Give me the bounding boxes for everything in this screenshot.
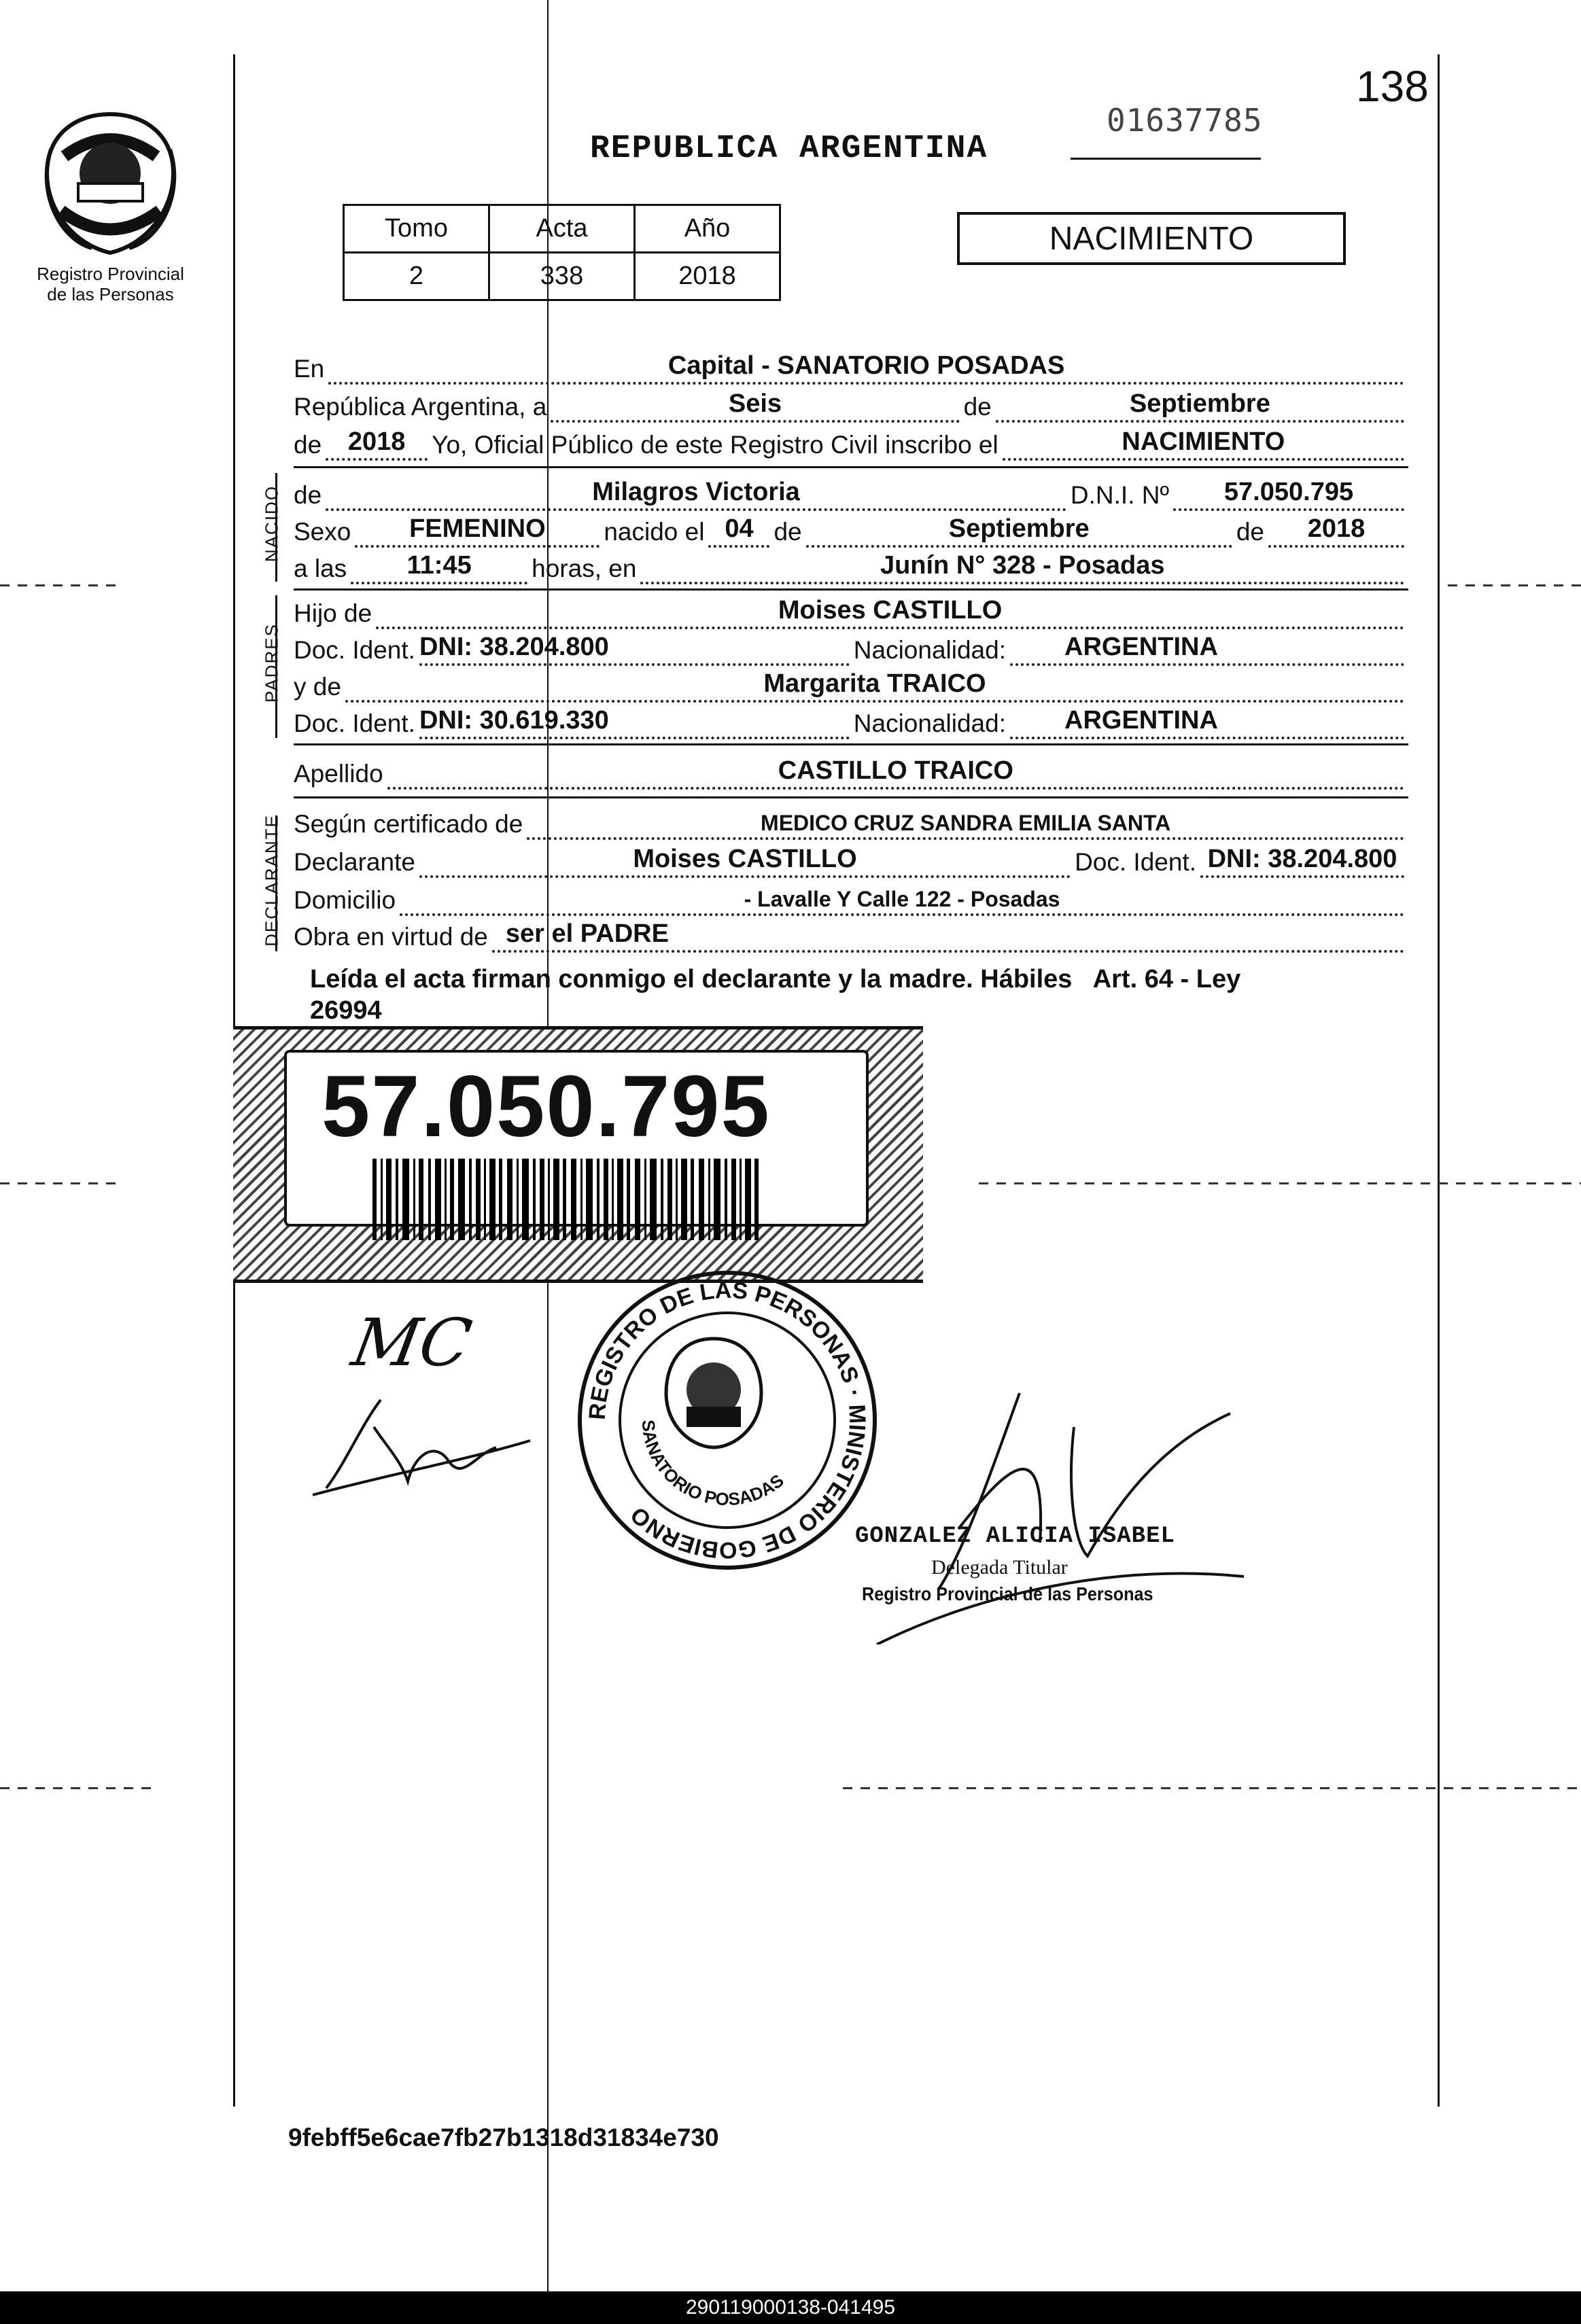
month-value: Septiembre [1129, 389, 1270, 418]
hijo-label: Hijo de [294, 599, 372, 627]
obra-label: Obra en virtud de [294, 923, 488, 951]
mother-nat-label: Nacionalidad: [853, 709, 1006, 737]
year-value: 2018 [347, 427, 406, 456]
page-number: 138 [1356, 62, 1429, 111]
declarant-signature-icon [306, 1386, 537, 1502]
cert-value: MEDICO CRUZ SANDRA EMILIA SANTA [761, 811, 1171, 835]
row-sexo [294, 510, 1408, 548]
nacido-el-label: nacido el [604, 518, 705, 546]
document-hash: 9febff5e6cae7fb27b1318d31834e730 [288, 2124, 719, 2151]
shield-emblem-icon [37, 109, 184, 258]
barcode-number: 57.050.795 [322, 1058, 771, 1155]
official-signature-icon [870, 1386, 1251, 1644]
oficial-text: Yo, Oficial Público de este Registro Civil inscribo el [432, 431, 998, 459]
child-name: Milagros Victoria [592, 478, 800, 506]
nacido-de-label-3: de [1236, 518, 1264, 546]
barcode-icon [372, 1159, 760, 1240]
table-header-acta: Acta [489, 205, 635, 253]
dom-value: - Lavalle Y Calle 122 - Posadas [744, 887, 1060, 911]
table-header-tomo: Tomo [344, 205, 489, 253]
divider-2 [294, 588, 1408, 591]
mother-doc: DNI: 30.619.330 [419, 706, 609, 735]
inscribe-value: NACIMIENTO [1122, 427, 1285, 456]
nacido-side-label: NACIDO [261, 485, 282, 563]
nacido-de-label: de [294, 481, 322, 509]
birth-time: 11:45 [406, 551, 472, 580]
divider-1 [294, 466, 1408, 468]
dom-label: Domicilio [294, 886, 396, 914]
barcode-sticker [233, 1026, 923, 1283]
birth-day: 04 [725, 514, 754, 543]
country-heading: REPUBLICA ARGENTINA [590, 130, 988, 167]
fold-mark-left-3 [0, 1787, 156, 1789]
row-apellido [294, 752, 1408, 790]
logo-caption-line2: de las Personas [47, 284, 174, 304]
father-nat-label: Nacionalidad: [853, 636, 1006, 664]
table-value-ano: 2018 [635, 253, 780, 300]
father-name: Moises CASTILLO [778, 596, 1003, 624]
row-hijo [294, 591, 1408, 629]
father-doc-label: Doc. Ident. [294, 636, 415, 664]
en-value: Capital - SANATORIO POSADAS [667, 351, 1065, 380]
divider-3 [294, 743, 1408, 745]
logo-caption-line1: Registro Provincial [37, 264, 184, 284]
father-doc: DNI: 38.204.800 [419, 633, 609, 661]
decl-doc: DNI: 38.204.800 [1207, 845, 1397, 873]
stamp-outer-text: REGISTRO DE LAS PERSONAS · MINISTERIO DE GOBIERNO [584, 1277, 871, 1564]
signature-initials: MC [347, 1305, 477, 1381]
record-type-box [957, 212, 1346, 265]
svg-text:REGISTRO DE LAS PERSONAS · MIN [585, 1278, 871, 1563]
row-mother-doc [294, 701, 1408, 739]
row-hora [294, 546, 1408, 584]
record-type-label: NACIMIENTO [1049, 220, 1254, 257]
fold-mark-left-2 [0, 1182, 122, 1184]
official-office: Registro Provincial de las Personas [862, 1583, 1153, 1604]
footer-code: 290119000138-041495 [685, 2296, 896, 2319]
de-label: de [963, 393, 992, 421]
row-nacido-name [294, 473, 1408, 511]
birth-place: Junín N° 328 - Posadas [880, 551, 1165, 580]
right-margin-line [1438, 54, 1440, 2107]
fold-mark-right-1 [1448, 584, 1581, 586]
fold-mark-left-1 [0, 584, 122, 586]
decl-value: Moises CASTILLO [633, 845, 857, 873]
horas-label: horas, en [532, 554, 637, 582]
dni-value: 57.050.795 [1223, 478, 1354, 506]
day-value: Seis [728, 389, 782, 418]
decl-doc-label: Doc. Ident. [1075, 848, 1196, 876]
record-table [343, 204, 781, 301]
table-value-tomo: 2 [344, 253, 489, 300]
padres-side-label: PADRES [261, 623, 282, 703]
decl-label: Declarante [294, 848, 415, 876]
birth-month: Septiembre [948, 514, 1090, 543]
obra-value: ser el PADRE [505, 919, 669, 948]
declarante-side-label: DECLARANTE [261, 814, 282, 947]
en-label: En [294, 355, 325, 383]
yde-label: y de [294, 673, 341, 701]
row-certificado [294, 802, 1408, 840]
mother-nationality: ARGENTINA [1064, 706, 1218, 735]
row-declarante [294, 840, 1408, 878]
apellido-value: CASTILLO TRAICO [778, 756, 1013, 785]
row-year [294, 423, 1408, 461]
row-republica [294, 385, 1408, 423]
table-header-ano: Año [635, 205, 780, 253]
serial-underline [1071, 158, 1261, 160]
row-father-doc [294, 628, 1408, 666]
stamp-inner-text: SANATORIO POSADAS [638, 1419, 788, 1510]
birth-year: 2018 [1307, 514, 1366, 543]
row-yde [294, 665, 1408, 703]
father-nationality: ARGENTINA [1064, 633, 1218, 661]
row-en [294, 347, 1408, 385]
sexo-label: Sexo [294, 518, 351, 546]
closing-text-line2: 26994 [310, 996, 382, 1025]
provincial-logo [37, 109, 184, 258]
table-value-acta: 338 [489, 253, 635, 300]
cert-label: Según certificado de [294, 810, 523, 838]
mother-doc-label: Doc. Ident. [294, 709, 415, 737]
row-obra [294, 915, 1408, 953]
official-name: GONZALEZ ALICIA ISABEL [855, 1524, 1175, 1549]
mother-name: Margarita TRAICO [763, 669, 986, 698]
official-title: Delegada Titular [931, 1556, 1068, 1579]
alas-label: a las [294, 554, 347, 582]
row-domicilio [294, 878, 1408, 916]
divider-4 [294, 796, 1408, 798]
svg-text:SANATORIO POSADAS [638, 1419, 788, 1509]
sexo-value: FEMENINO [409, 514, 546, 543]
fold-mark-right-2 [979, 1182, 1581, 1184]
nacido-de-label-2: de [774, 518, 802, 546]
apellido-label: Apellido [294, 760, 383, 788]
dni-label: D.N.I. Nº [1070, 481, 1169, 509]
serial-number: 01637785 [1107, 102, 1263, 139]
closing-text-line1: Leída el acta firman conmigo el declarante y la madre. Hábiles Art. 64 - Ley [310, 965, 1241, 993]
republica-label: República Argentina, a [294, 393, 547, 421]
year-prefix: de [294, 431, 322, 459]
footer-bar [0, 2291, 1581, 2324]
fold-mark-right-3 [843, 1787, 1581, 1789]
